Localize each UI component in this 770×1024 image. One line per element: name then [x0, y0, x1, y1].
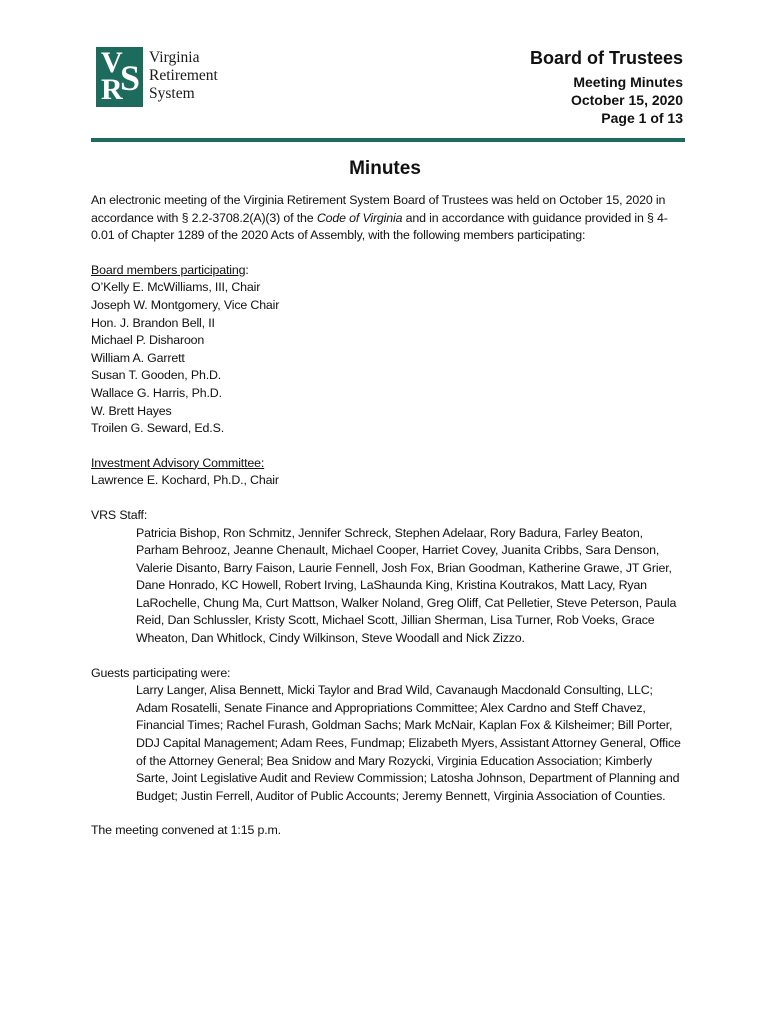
logo-wordmark [149, 49, 218, 103]
logo-line-virginia: Virginia [149, 49, 200, 66]
board-members-heading-colon: : [245, 262, 249, 277]
document-title: Minutes [349, 158, 421, 179]
guests-list: Larry Langer, Alisa Bennett, Micki Taylor and Brad Wild, Cavanaugh Macdonald Consulting, LLC; Adam Rosatelli, Senate Finance and Appropriations Committee; Alex Cardno and Steff Chavez, Financial Times; Rachel Furash, Goldman Sachs; Mark McNair, Kaplan Fox & Kilsheimer; Bill Porter, DDJ Capital Management; Adam Rees, Fundmap; Elizabeth Myers, Assistant Attorney General, Office of the Attorney General; Bea Snidow and Mary Rozycki, Virginia Education Association; Kimberly Sarte, Joint Legislative Audit and Review Commission; Latosha Johnson, Department of Planning and Budget; Justin Ferrell, Auditor of Public Accounts; Jeremy Bennett, Virginia Association of Counties. [136, 683, 681, 803]
board-members-heading-text: Board members participating [91, 262, 246, 277]
header-subtitle: Meeting Minutes [573, 74, 683, 90]
board-member: Joseph W. Montgomery, Vice Chair [91, 297, 280, 312]
intro-paragraph [91, 192, 683, 245]
board-members-heading [91, 262, 683, 280]
intro-text-start: An electronic meeting of the Virginia Retirement System Board of Trustees was held on October 15, 2020 in accordance with § 2.2-3708.2(A)(3) of the [91, 193, 666, 225]
meeting-convened-note: The meeting convened at 1:15 p.m. [91, 823, 281, 838]
board-member: O’Kelly E. McWilliams, III, Chair [91, 280, 261, 295]
logo-line-retirement: Retirement [149, 67, 218, 84]
board-member: Troilen G. Seward, Ed.S. [91, 421, 224, 436]
guests-heading: Guests participating were: [91, 665, 231, 680]
board-member: Susan T. Gooden, Ph.D. [91, 368, 222, 383]
logo-mark-letter-v: V [101, 46, 123, 79]
board-member: Wallace G. Harris, Ph.D. [91, 385, 222, 400]
board-member: Hon. J. Brandon Bell, II [91, 315, 215, 330]
iac-member: Lawrence E. Kochard, Ph.D., Chair [91, 473, 279, 488]
intro-text-end: and in accordance with guidance provided in § 4-0.01 of Chapter 1289 of the 2020 Acts of Assembly, with the following members participating: [91, 210, 668, 243]
header-date: October 15, 2020 [570, 92, 683, 108]
header-divider [91, 138, 685, 142]
document-body [91, 192, 683, 840]
board-member: William A. Garrett [91, 350, 185, 365]
intro-code-reference: Code of Virginia [316, 210, 403, 225]
staff-list: Patricia Bishop, Ron Schmitz, Jennifer Schreck, Stephen Adelaar, Rory Badura, Farley Beaton, Parham Behrooz, Jeanne Chenault, Michael Cooper, Harriet Covey, Juanita Cribbs, Sara Denson, Valerie Disanto, Barry Faison, Laurie Fennell, Josh Fox, Brian Goodman, Katherine Grawe, JT Grier, Dane Honrado, KC Howell, Robert Irving, LaShaunda King, Kristina Koutrakos, Matt Lacy, Ryan LaRochelle, Chung Ma, Curt Mattson, Walker Noland, Greg Oliff, Cat Pelletier, Steve Peterson, Paula Reid, Dan Schlussler, Kristy Scott, Michael Scott, Jillian Sherman, Lisa Turner, Rob Voeks, Grace Wheaton, Dan Whitlock, Cindy Wilkinson, Steve Woodall and Nick Zizzo. [136, 525, 677, 646]
vrs-logo-mark [96, 47, 143, 107]
logo-mark-letter-s: S [120, 58, 141, 98]
vrs-logo [96, 47, 226, 107]
logo-line-system: System [149, 85, 195, 102]
header-page-number: Page 1 of 13 [601, 110, 683, 126]
iac-heading: Investment Advisory Committee: [91, 455, 265, 470]
board-member: Michael P. Disharoon [91, 333, 205, 348]
board-member: W. Brett Hayes [91, 403, 172, 418]
staff-heading: VRS Staff: [91, 507, 148, 522]
logo-mark-letter-r: R [101, 73, 123, 106]
board-members-list [91, 279, 683, 437]
document-header [530, 47, 683, 127]
header-title: Board of Trustees [529, 48, 683, 68]
